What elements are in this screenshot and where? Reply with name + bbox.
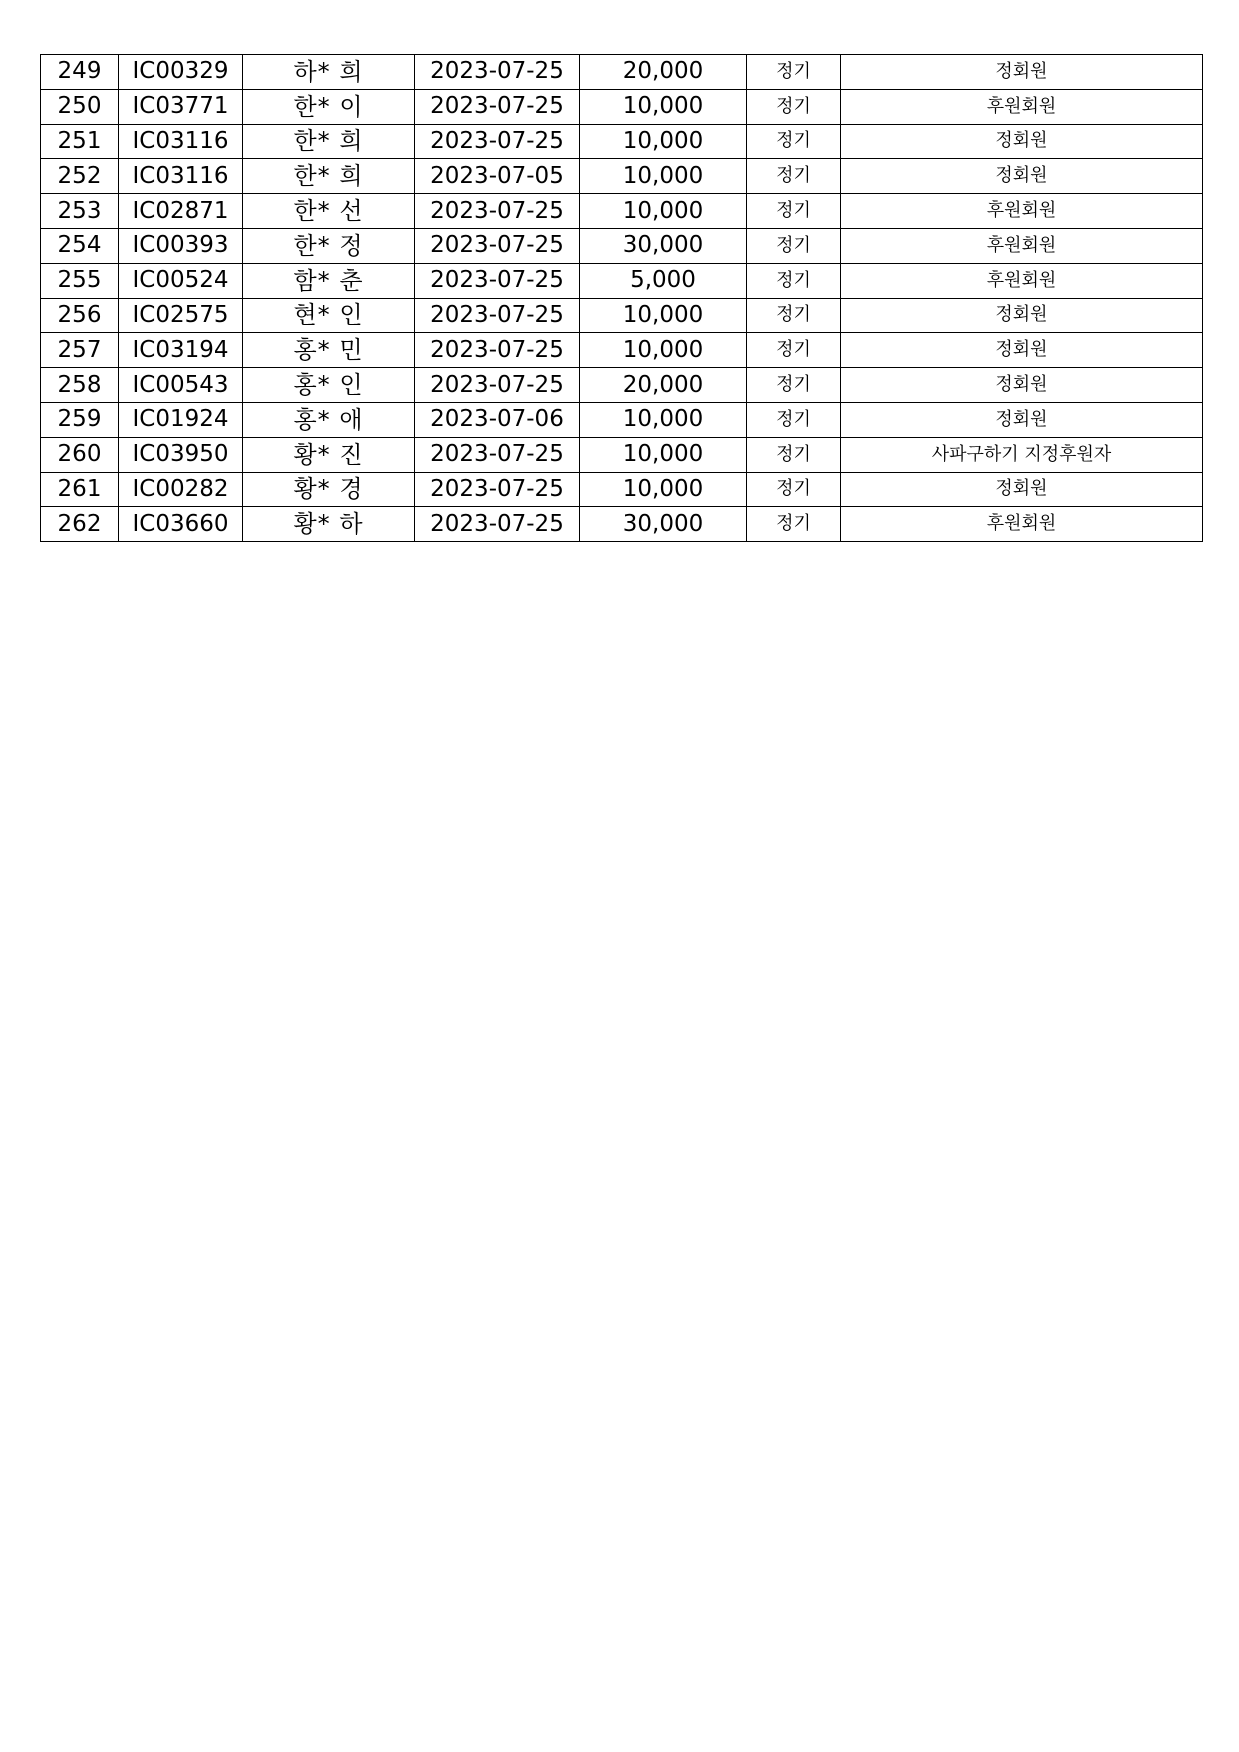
donation-amount: 30,000	[580, 228, 747, 263]
row-number: 254	[41, 228, 119, 263]
row-number: 258	[41, 368, 119, 403]
donation-type: 정기	[747, 472, 841, 507]
table-row	[41, 507, 1203, 542]
donation-amount: 10,000	[580, 472, 747, 507]
table-row	[41, 472, 1203, 507]
donor-id: IC00282	[119, 472, 243, 507]
donor-name: 한* 정	[243, 228, 415, 263]
donor-name: 한* 이	[243, 89, 415, 124]
member-category: 후원회원	[841, 263, 1203, 298]
donation-date: 2023-07-06	[415, 402, 580, 437]
table-row	[41, 437, 1203, 472]
donation-amount: 10,000	[580, 333, 747, 368]
donation-type: 정기	[747, 228, 841, 263]
member-category: 정회원	[841, 402, 1203, 437]
donor-name: 홍* 인	[243, 368, 415, 403]
donor-id: IC03660	[119, 507, 243, 542]
donor-id: IC03771	[119, 89, 243, 124]
donation-date: 2023-07-25	[415, 507, 580, 542]
table-row	[41, 89, 1203, 124]
donor-id: IC03116	[119, 124, 243, 159]
donation-amount: 10,000	[580, 159, 747, 194]
donor-name: 황* 하	[243, 507, 415, 542]
donation-type: 정기	[747, 124, 841, 159]
table-row	[41, 55, 1203, 90]
member-category: 정회원	[841, 368, 1203, 403]
row-number: 257	[41, 333, 119, 368]
donation-type: 정기	[747, 89, 841, 124]
row-number: 249	[41, 55, 119, 90]
donation-amount: 10,000	[580, 437, 747, 472]
table-row	[41, 333, 1203, 368]
donor-name: 한* 희	[243, 124, 415, 159]
donation-date: 2023-07-25	[415, 89, 580, 124]
donation-type: 정기	[747, 55, 841, 90]
donation-date: 2023-07-25	[415, 228, 580, 263]
member-category: 정회원	[841, 124, 1203, 159]
donor-id: IC00524	[119, 263, 243, 298]
donation-amount: 10,000	[580, 298, 747, 333]
row-number: 260	[41, 437, 119, 472]
donation-date: 2023-07-25	[415, 472, 580, 507]
donation-type: 정기	[747, 437, 841, 472]
donor-id: IC03194	[119, 333, 243, 368]
member-category: 후원회원	[841, 228, 1203, 263]
donation-date: 2023-07-25	[415, 263, 580, 298]
donation-type: 정기	[747, 159, 841, 194]
member-category: 후원회원	[841, 194, 1203, 229]
table-row	[41, 263, 1203, 298]
donation-date: 2023-07-25	[415, 194, 580, 229]
row-number: 261	[41, 472, 119, 507]
donation-date: 2023-07-25	[415, 298, 580, 333]
table-row	[41, 124, 1203, 159]
row-number: 253	[41, 194, 119, 229]
donor-name: 황* 진	[243, 437, 415, 472]
member-category: 정회원	[841, 159, 1203, 194]
row-number: 262	[41, 507, 119, 542]
donor-name: 홍* 민	[243, 333, 415, 368]
member-category: 정회원	[841, 333, 1203, 368]
member-category: 후원회원	[841, 507, 1203, 542]
row-number: 250	[41, 89, 119, 124]
donor-name: 함* 춘	[243, 263, 415, 298]
donation-date: 2023-07-25	[415, 437, 580, 472]
row-number: 256	[41, 298, 119, 333]
member-category: 정회원	[841, 472, 1203, 507]
donor-name: 하* 희	[243, 55, 415, 90]
table-row	[41, 402, 1203, 437]
donation-type: 정기	[747, 368, 841, 403]
donation-date: 2023-07-25	[415, 55, 580, 90]
table-row	[41, 298, 1203, 333]
donation-amount: 5,000	[580, 263, 747, 298]
donation-type: 정기	[747, 263, 841, 298]
donor-id: IC03950	[119, 437, 243, 472]
donor-name: 황* 경	[243, 472, 415, 507]
donation-amount: 20,000	[580, 55, 747, 90]
member-category: 정회원	[841, 298, 1203, 333]
donor-id: IC02575	[119, 298, 243, 333]
member-category: 사파구하기 지정후원자	[841, 437, 1203, 472]
donation-date: 2023-07-25	[415, 124, 580, 159]
donation-type: 정기	[747, 194, 841, 229]
donor-id: IC00543	[119, 368, 243, 403]
donor-id: IC00393	[119, 228, 243, 263]
donor-id: IC03116	[119, 159, 243, 194]
table-row	[41, 228, 1203, 263]
donation-date: 2023-07-25	[415, 368, 580, 403]
donation-table	[40, 54, 1203, 542]
donor-name: 한* 선	[243, 194, 415, 229]
member-category: 후원회원	[841, 89, 1203, 124]
donation-amount: 20,000	[580, 368, 747, 403]
donation-amount: 10,000	[580, 402, 747, 437]
donation-type: 정기	[747, 402, 841, 437]
donation-date: 2023-07-05	[415, 159, 580, 194]
donation-date: 2023-07-25	[415, 333, 580, 368]
donor-name: 한* 희	[243, 159, 415, 194]
donor-id: IC01924	[119, 402, 243, 437]
row-number: 252	[41, 159, 119, 194]
donation-type: 정기	[747, 507, 841, 542]
donation-amount: 10,000	[580, 194, 747, 229]
donation-table-body	[41, 55, 1203, 542]
row-number: 251	[41, 124, 119, 159]
donation-type: 정기	[747, 333, 841, 368]
donor-id: IC00329	[119, 55, 243, 90]
row-number: 255	[41, 263, 119, 298]
table-row	[41, 368, 1203, 403]
table-row	[41, 194, 1203, 229]
member-category: 정회원	[841, 55, 1203, 90]
donor-id: IC02871	[119, 194, 243, 229]
donation-amount: 30,000	[580, 507, 747, 542]
donation-type: 정기	[747, 298, 841, 333]
donor-name: 현* 인	[243, 298, 415, 333]
donor-name: 홍* 애	[243, 402, 415, 437]
row-number: 259	[41, 402, 119, 437]
table-row	[41, 159, 1203, 194]
donation-amount: 10,000	[580, 124, 747, 159]
donation-amount: 10,000	[580, 89, 747, 124]
